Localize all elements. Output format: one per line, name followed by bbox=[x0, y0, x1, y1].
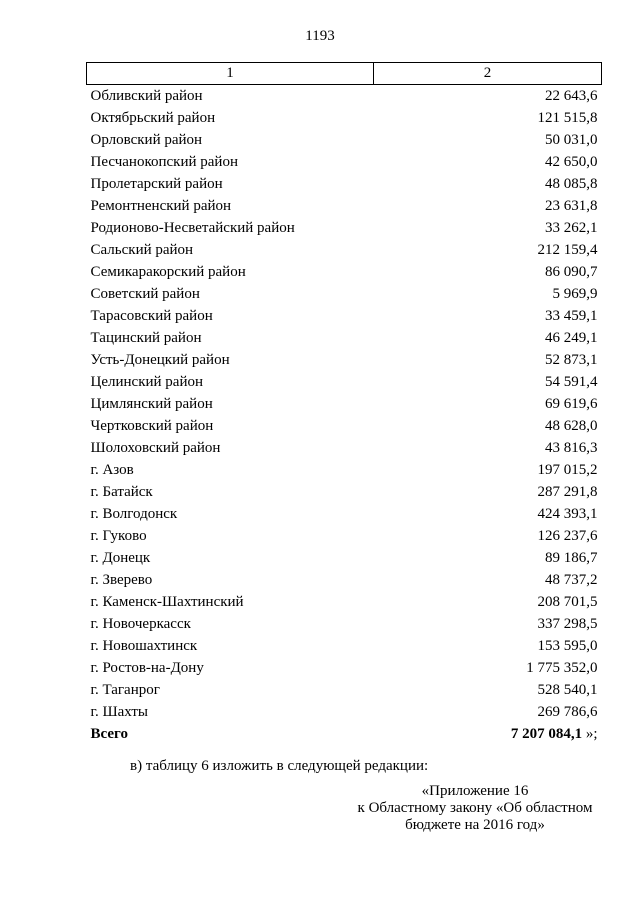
table-row bbox=[87, 217, 602, 239]
table-row bbox=[87, 85, 602, 108]
table-row bbox=[87, 481, 602, 503]
district-name: г. Новочеркасск bbox=[90, 616, 191, 632]
page-number: 1193 bbox=[305, 28, 335, 44]
table-row bbox=[87, 459, 602, 481]
district-value: 86 090,7 bbox=[545, 264, 598, 280]
table-row bbox=[87, 195, 602, 217]
table-row bbox=[87, 701, 602, 723]
district-value: 50 031,0 bbox=[545, 132, 598, 148]
district-name: Октябрьский район bbox=[90, 110, 216, 126]
district-value: 52 873,1 bbox=[545, 352, 598, 368]
district-value: 46 249,1 bbox=[545, 330, 598, 346]
district-name: Ремонтненский район bbox=[90, 198, 232, 214]
district-value: 197 015,2 bbox=[537, 462, 598, 478]
table-row bbox=[87, 525, 602, 547]
district-value: 208 701,5 bbox=[537, 594, 598, 610]
table-row bbox=[87, 261, 602, 283]
district-name: г. Азов bbox=[90, 462, 134, 478]
table-row bbox=[87, 371, 602, 393]
district-name: Шолоховский район bbox=[90, 440, 221, 456]
table-row bbox=[87, 151, 602, 173]
table-body bbox=[87, 85, 602, 746]
district-value: 43 816,3 bbox=[545, 440, 598, 456]
district-value: 153 595,0 bbox=[537, 638, 598, 654]
district-name: Песчанокопский район bbox=[90, 154, 238, 170]
district-name: Родионово-Несветайский район bbox=[90, 220, 295, 236]
table-row bbox=[87, 129, 602, 151]
district-name: Усть-Донецкий район bbox=[90, 352, 230, 368]
appendix-line-3: бюджете на 2016 год» bbox=[405, 817, 545, 833]
district-value: 269 786,6 bbox=[537, 704, 598, 720]
district-name: Цимлянский район bbox=[90, 396, 213, 412]
table-row bbox=[87, 569, 602, 591]
district-name: Тарасовский район bbox=[90, 308, 213, 324]
district-name: г. Волгодонск bbox=[90, 506, 178, 522]
district-value: 48 085,8 bbox=[545, 176, 598, 192]
district-name: Пролетарский район bbox=[90, 176, 223, 192]
district-name: г. Таганрог bbox=[90, 682, 160, 698]
district-value: 5 969,9 bbox=[552, 286, 598, 302]
appendix-heading bbox=[330, 783, 620, 834]
table-row bbox=[87, 239, 602, 261]
total-value: 7 207 084,1 bbox=[510, 726, 583, 742]
table-row bbox=[87, 657, 602, 679]
table-row bbox=[87, 107, 602, 129]
district-value: 337 298,5 bbox=[537, 616, 598, 632]
district-value: 89 186,7 bbox=[545, 550, 598, 566]
table-row bbox=[87, 349, 602, 371]
district-value: 48 737,2 bbox=[545, 572, 598, 588]
district-value: 1 775 352,0 bbox=[526, 660, 598, 676]
table-header-row bbox=[87, 63, 602, 85]
district-value: 23 631,8 bbox=[545, 198, 598, 214]
table-row bbox=[87, 503, 602, 525]
table-row bbox=[87, 393, 602, 415]
appendix-line-1: «Приложение 16 bbox=[421, 783, 529, 799]
table-total-row bbox=[87, 723, 602, 745]
table-row bbox=[87, 173, 602, 195]
district-name: Сальский район bbox=[90, 242, 194, 258]
district-value: 121 515,8 bbox=[537, 110, 598, 126]
table-row bbox=[87, 327, 602, 349]
district-name: Целинский район bbox=[90, 374, 203, 390]
appendix-line-2: к Областному закону «Об областном bbox=[357, 800, 593, 816]
district-name: г. Каменск-Шахтинский bbox=[90, 594, 244, 610]
budget-table bbox=[86, 62, 602, 745]
district-value: 126 237,6 bbox=[537, 528, 598, 544]
district-value: 287 291,8 bbox=[537, 484, 598, 500]
instruction-text: в) таблицу 6 изложить в следующей редакции: bbox=[130, 758, 429, 774]
total-value-cell bbox=[374, 723, 602, 745]
district-name: г. Ростов-на-Дону bbox=[90, 660, 204, 676]
district-name: г. Батайск bbox=[90, 484, 153, 500]
district-value: 42 650,0 bbox=[545, 154, 598, 170]
district-name: г. Гуково bbox=[90, 528, 147, 544]
table-row bbox=[87, 283, 602, 305]
table-row bbox=[87, 305, 602, 327]
table-row bbox=[87, 613, 602, 635]
table-row bbox=[87, 679, 602, 701]
district-name: Советский район bbox=[90, 286, 200, 302]
district-name: Орловский район bbox=[90, 132, 203, 148]
table-row bbox=[87, 437, 602, 459]
total-label: Всего bbox=[90, 726, 128, 742]
district-name: Семикаракорский район bbox=[90, 264, 246, 280]
district-value: 69 619,6 bbox=[545, 396, 598, 412]
district-value: 424 393,1 bbox=[537, 506, 598, 522]
district-value: 54 591,4 bbox=[545, 374, 598, 390]
district-name: Чертковский район bbox=[90, 418, 214, 434]
table-row bbox=[87, 547, 602, 569]
table-row bbox=[87, 591, 602, 613]
district-name: г. Донецк bbox=[90, 550, 151, 566]
district-name: г. Новошахтинск bbox=[90, 638, 198, 654]
column-header-1: 1 bbox=[87, 63, 374, 85]
district-value: 22 643,6 bbox=[545, 88, 598, 104]
district-name: Обливский район bbox=[90, 88, 203, 104]
closing-quote: »; bbox=[582, 726, 598, 742]
district-value: 48 628,0 bbox=[545, 418, 598, 434]
district-name: г. Зверево bbox=[90, 572, 153, 588]
district-value: 528 540,1 bbox=[537, 682, 598, 698]
table-row bbox=[87, 635, 602, 657]
district-name: Тацинский район bbox=[90, 330, 202, 346]
district-name: г. Шахты bbox=[90, 704, 149, 720]
district-value: 33 262,1 bbox=[545, 220, 598, 236]
district-value: 212 159,4 bbox=[537, 242, 598, 258]
table-row bbox=[87, 415, 602, 437]
district-value: 33 459,1 bbox=[545, 308, 598, 324]
column-header-2: 2 bbox=[374, 63, 602, 85]
